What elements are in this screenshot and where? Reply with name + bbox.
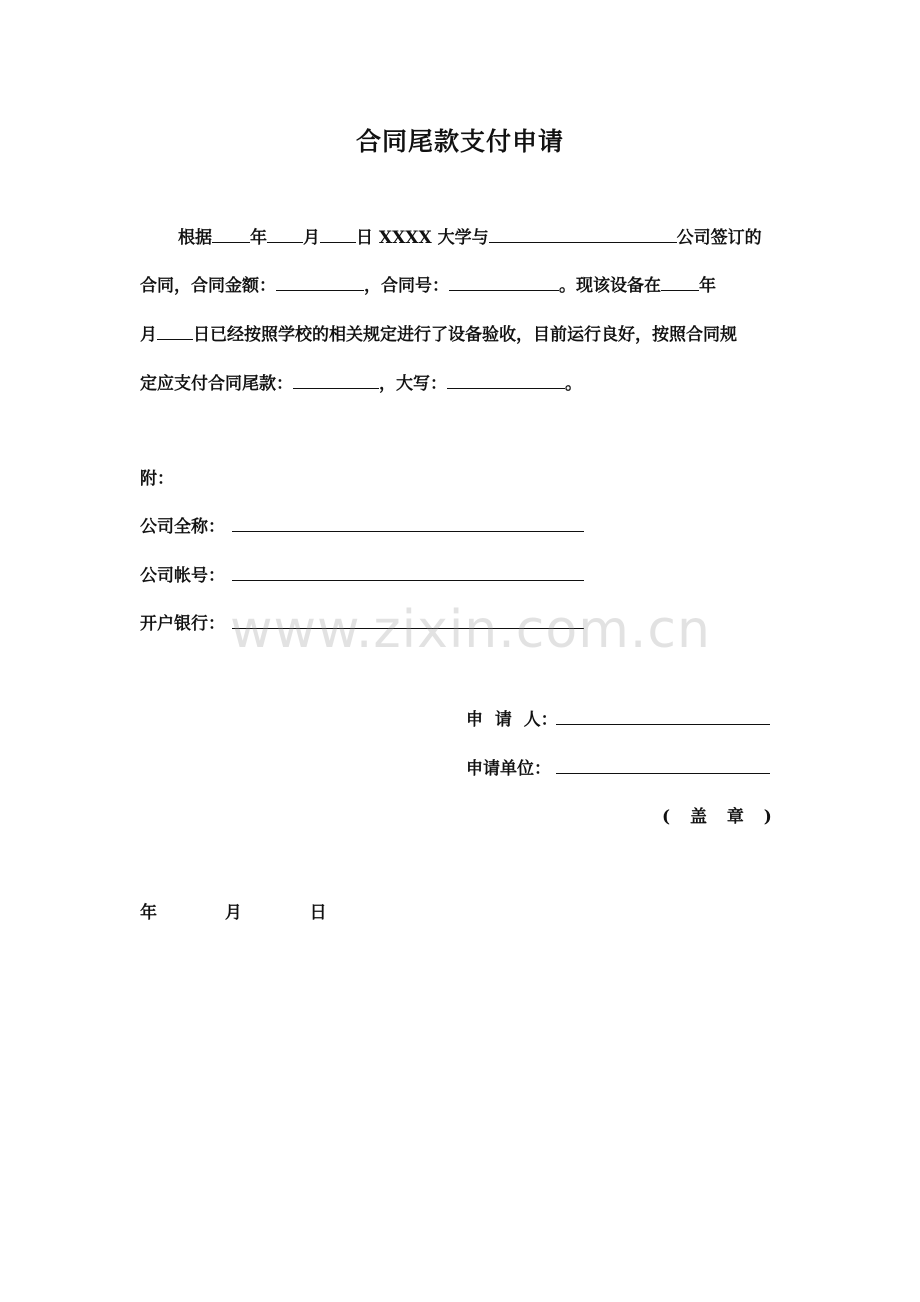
- applicant-label: 申 请 人：: [466, 710, 558, 730]
- text-fragment: 。: [565, 374, 582, 394]
- text-fragment: 月: [303, 228, 320, 248]
- text-fragment: 年: [699, 276, 716, 296]
- body-line-2: [140, 268, 716, 298]
- final-payment-blank[interactable]: [293, 366, 379, 389]
- text-fragment: 公司签订的: [676, 228, 762, 248]
- body-line-3: [140, 317, 737, 347]
- contract-number-blank[interactable]: [449, 268, 559, 291]
- text-fragment: 根据: [178, 228, 212, 248]
- bank-label: 开户银行：: [140, 614, 225, 634]
- company-blank[interactable]: [489, 220, 677, 243]
- month-blank[interactable]: [267, 220, 303, 243]
- unit-label: 申请单位：: [466, 759, 551, 779]
- day-blank[interactable]: [320, 220, 356, 243]
- amount-in-words-blank[interactable]: [447, 366, 565, 389]
- text-fragment: 年: [250, 228, 267, 248]
- contract-amount-blank[interactable]: [276, 268, 364, 291]
- date-line: 年 月 日: [140, 903, 327, 923]
- company-name-field[interactable]: [232, 531, 584, 532]
- company-account-field[interactable]: [232, 580, 584, 581]
- text-fragment: 定应支付合同尾款：: [140, 374, 293, 394]
- body-line-4: [140, 366, 582, 396]
- document-title: 合同尾款支付申请: [355, 127, 564, 156]
- applicant-field[interactable]: [556, 724, 770, 725]
- text-fragment: ，合同号：: [364, 276, 449, 296]
- year-blank[interactable]: [212, 220, 250, 243]
- acceptance-month-blank[interactable]: [157, 317, 193, 340]
- acceptance-year-blank[interactable]: [661, 268, 699, 291]
- seal-label: ( 盖 章 ): [662, 807, 779, 827]
- text-fragment: 月: [140, 325, 157, 345]
- text-fragment: 。现该设备在: [559, 276, 661, 296]
- text-fragment: ，大写：: [379, 374, 447, 394]
- unit-field[interactable]: [556, 773, 770, 774]
- attachment-label: 附：: [140, 469, 174, 489]
- body-line-1: [178, 220, 762, 250]
- text-fragment: 合同，合同金额：: [140, 276, 276, 296]
- company-account-label: 公司帐号：: [140, 566, 225, 586]
- text-fragment: 日已经按照学校的相关规定进行了设备验收，目前运行良好，按照合同规: [193, 325, 737, 345]
- company-name-label: 公司全称：: [140, 517, 225, 537]
- watermark: www.zixin.com.cn: [230, 600, 711, 660]
- text-fragment: 日 XXXX 大学与: [356, 228, 489, 248]
